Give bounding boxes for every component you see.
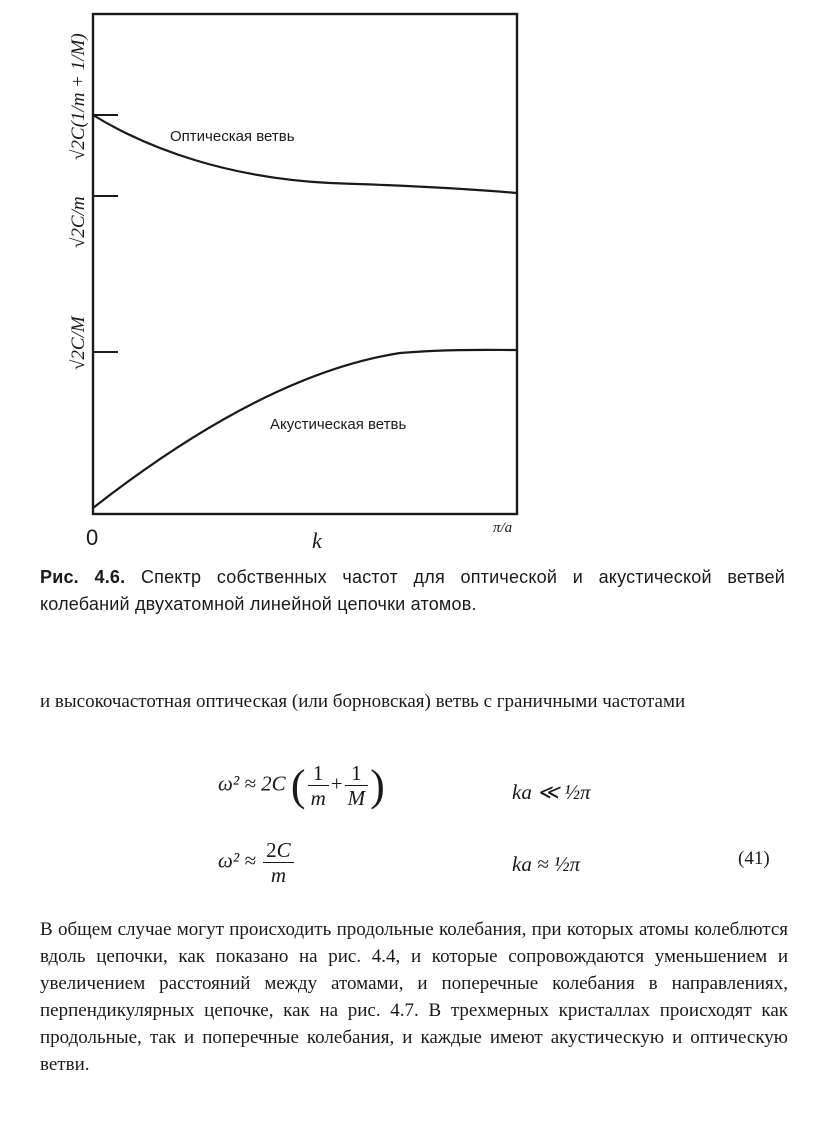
y-tick-label-mid: √2C/m <box>68 196 89 248</box>
eq1-condition: ka ≪ ½π <box>512 780 591 804</box>
origin-label: 0 <box>86 525 99 550</box>
eq1-frac-M: $\frac{1}{M}$ <box>345 761 369 810</box>
optical-branch-curve <box>93 115 517 193</box>
x-axis-label: k <box>312 528 322 553</box>
eq2-condition: ka ≈ ½π <box>512 852 581 876</box>
acoustic-branch-label: Акустическая ветвь <box>270 416 407 433</box>
y-tick-label-top: √2C(1/m + 1/M) <box>68 33 89 160</box>
plot-frame <box>93 14 517 514</box>
equation-optical-limit: ω² ≈ 2C ( $\frac{1}{m}$ + $\frac{1}{M}$ ) <box>218 761 385 810</box>
y-tick-label-low: √2C/M <box>68 316 89 370</box>
x-end-label: π/a <box>493 520 513 536</box>
optical-branch-label: Оптическая ветвь <box>170 128 295 145</box>
eq1-frac-m: $\frac{1}{m}$ <box>308 761 329 810</box>
eq2-frac: $\frac{2C}{m}$ <box>263 838 294 887</box>
equation-boundary <box>218 838 296 887</box>
caption-text: Спектр собственных частот для оптической и акустической ветвей колебаний двухатомной линейной цепочки атомов. <box>40 567 785 614</box>
equation-number: (41) <box>738 848 770 869</box>
eq1-lhs: ω² ≈ 2C <box>218 771 286 796</box>
caption-label: Рис. 4.6. <box>40 567 126 587</box>
paragraph-intro: и высокочастотная оптическая (или борновская) ветвь с граничными частотами <box>40 691 686 712</box>
figure-caption <box>40 564 785 618</box>
eq2-lhs: ω² ≈ <box>218 848 256 873</box>
paragraph-main: В общем случае могут происходить продольные колебания, при которых атомы колеблются вдоль цепочки, как показано на рис. 4.4, и которые сопровождаются уменьшением и увеличением расстояний между атомами, и поперечные колебания в направлениях, перпендикулярных цепочке, как на рис. 4.7. В трехмерных кристаллах происходят как продольные, так и поперечные колебания, и каждые имеют акустическую и оптическую ветви. <box>40 919 788 1075</box>
dispersion-figure <box>0 0 816 560</box>
